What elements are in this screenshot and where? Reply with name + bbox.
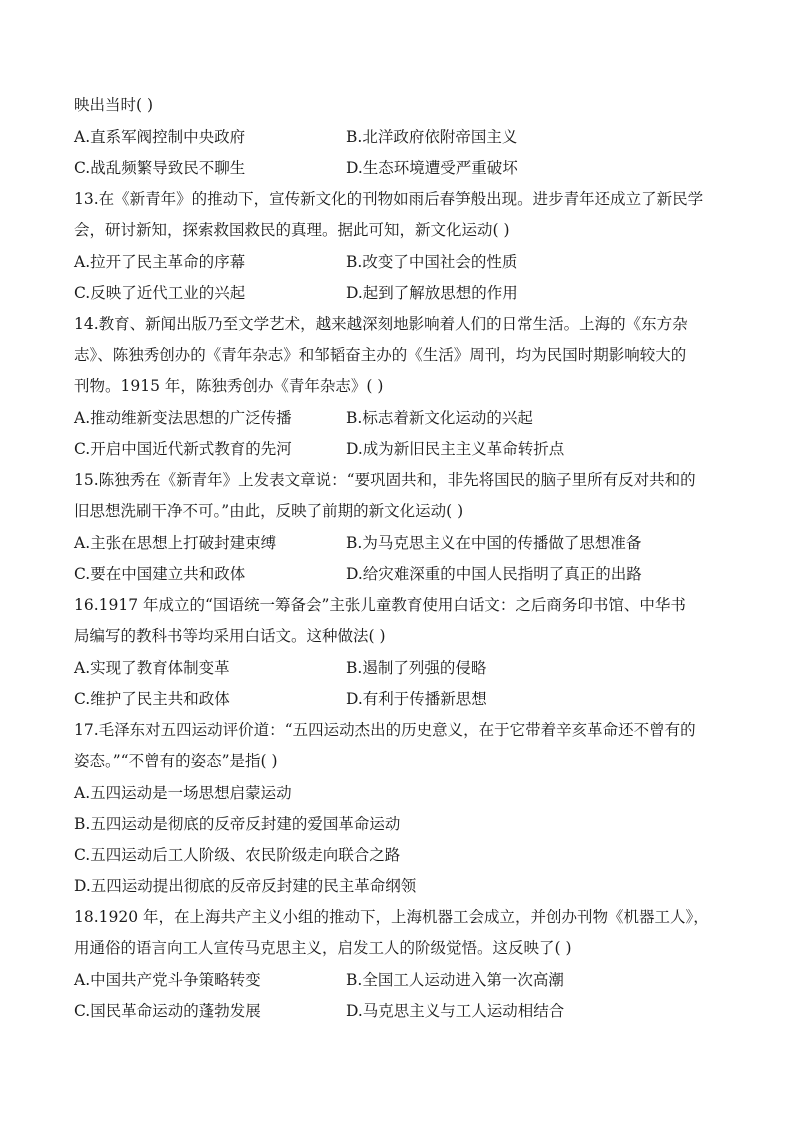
q17-option-c: C.五四运动后工人阶级、农民阶级走向联合之路 — [74, 846, 401, 864]
q12-option-a: A.直系军阀控制中央政府 — [74, 128, 246, 146]
q16-option-b: B.遏制了列强的侵略 — [346, 659, 487, 677]
q14-option-a: A.推动维新变法思想的广泛传播 — [74, 409, 292, 427]
q13-stem-line-2: 会，研讨新知，探索救国救民的真理。据此可知，新文化运动( ) — [74, 221, 510, 239]
q15-option-a: A.主张在思想上打破封建束缚 — [74, 534, 277, 552]
q12-option-c: C.战乱频繁导致民不聊生 — [74, 159, 246, 177]
q17-option-d: D.五四运动提出彻底的反帝反封建的民主革命纲领 — [74, 877, 417, 895]
q18-option-b: B.全国工人运动进入第一次高潮 — [346, 971, 564, 989]
q16-option-c: C.维护了民主共和政体 — [74, 690, 230, 708]
q14-option-b: B.标志着新文化运动的兴起 — [346, 409, 533, 427]
q12-option-d: D.生态环境遭受严重破坏 — [346, 159, 518, 177]
q14-option-c: C.开启中国近代新式教育的先河 — [74, 440, 292, 458]
q14-stem-line-2: 志》、陈独秀创办的《青年杂志》和邹韬奋主办的《生活》周刊，均为民国时期影响较大的 — [74, 346, 687, 364]
q13-option-c: C.反映了近代工业的兴起 — [74, 284, 246, 302]
q17-option-b: B.五四运动是彻底的反帝反封建的爱国革命运动 — [74, 815, 401, 833]
q17-stem-line-2: 姿态。”“不曾有的姿态”是指( ) — [74, 752, 278, 770]
q14-stem-line-1: 14.教育、新闻出版乃至文学艺术，越来越深刻地影响着人们的日常生活。上海的《东方杂 — [74, 315, 688, 333]
q18-option-c: C.国民革命运动的蓬勃发展 — [74, 1002, 261, 1020]
q18-stem-line-2: 用通俗的语言向工人宣传马克思主义，启发工人的阶级觉悟。这反映了( ) — [74, 939, 572, 957]
q15-stem-line-2: 旧思想洗刷干净不可。”由此，反映了前期的新文化运动( ) — [74, 502, 464, 520]
q17-stem-line-1: 17.毛泽东对五四运动评价道：“五四运动杰出的历史意义，在于它带着辛亥革命还不曾有的 — [74, 721, 696, 739]
q15-option-b: B.为马克思主义在中国的传播做了思想准备 — [346, 534, 642, 552]
q15-stem-line-1: 15.陈独秀在《新青年》上发表文章说：“要巩固共和，非先将国民的脑子里所有反对共和的 — [74, 471, 696, 489]
q13-option-a: A.拉开了民主革命的序幕 — [74, 253, 246, 271]
q13-stem-line-1: 13.在《新青年》的推动下，宣传新文化的刊物如雨后春笋般出现。进步青年还成立了新民学 — [74, 190, 704, 208]
q16-stem-line-2: 局编写的教科书等均采用白话文。这种做法( ) — [74, 627, 386, 645]
q12-stem-tail: 映出当时( ) — [74, 96, 154, 114]
q18-option-d: D.马克思主义与工人运动相结合 — [346, 1002, 565, 1020]
q16-option-a: A.实现了教育体制变革 — [74, 659, 230, 677]
q15-option-c: C.要在中国建立共和政体 — [74, 565, 246, 583]
q16-option-d: D.有利于传播新思想 — [346, 690, 487, 708]
q17-option-a: A.五四运动是一场思想启蒙运动 — [74, 784, 292, 802]
q14-stem-line-3: 刊物。1915 年，陈独秀创办《青年杂志》( ) — [74, 377, 384, 395]
q18-stem-line-1: 18.1920 年，在上海共产主义小组的推动下，上海机器工会成立，并创办刊物《机器工人》， — [74, 908, 709, 926]
q13-option-b: B.改变了中国社会的性质 — [346, 253, 518, 271]
q14-option-d: D.成为新旧民主主义革命转折点 — [346, 440, 565, 458]
q15-option-d: D.给灾难深重的中国人民指明了真正的出路 — [346, 565, 642, 583]
q16-stem-line-1: 16.1917 年成立的“国语统一筹备会”主张儿童教育使用白话文：之后商务印书馆、中华书 — [74, 596, 686, 614]
q12-option-b: B.北洋政府依附帝国主义 — [346, 128, 518, 146]
q13-option-d: D.起到了解放思想的作用 — [346, 284, 518, 302]
q18-option-a: A.中国共产党斗争策略转变 — [74, 971, 261, 989]
